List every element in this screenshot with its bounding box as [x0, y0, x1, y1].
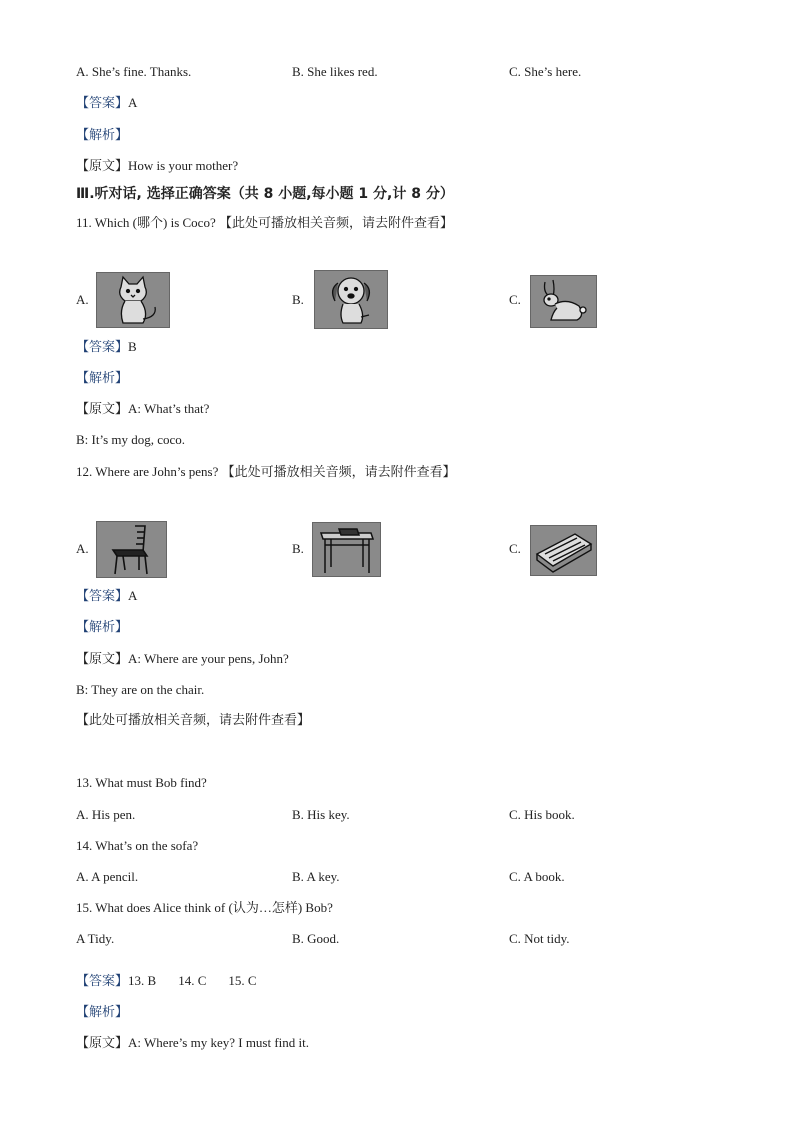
q11-option-a-label: A.: [76, 292, 89, 307]
transcript-text: A: Where are your pens, John?: [128, 651, 289, 666]
transcript-tag: 【原文】: [76, 652, 129, 667]
section-title: Ⅲ.听对话, 选择正确答案（共 8 小题,每小题 1 分,计 8 分）: [76, 186, 454, 202]
q14-stem: 14. What’s on the sofa?: [76, 838, 199, 853]
q14-option-a: A. A pencil.: [76, 869, 139, 884]
desk-picture-icon: [312, 522, 381, 577]
q12-transcript-line: [76, 651, 289, 668]
analysis-tag: 【解析】: [76, 371, 129, 386]
transcript-tag: 【原文】: [76, 1036, 129, 1051]
transcript-text: How is your mother?: [128, 158, 239, 173]
q12-answer-line: [76, 588, 137, 605]
q11-option-b-label: B.: [292, 292, 304, 307]
answer-value: A: [128, 95, 138, 110]
analysis-tag: 【解析】: [76, 128, 129, 143]
q13-option-b: B. His key.: [292, 807, 350, 822]
q13-stem: 13. What must Bob find?: [76, 775, 207, 790]
q12-stem-line: [76, 464, 456, 481]
answer-value-13: 13. B: [128, 973, 157, 988]
q11-analysis-line: [76, 370, 128, 387]
q15-option-c: C. Not tidy.: [509, 931, 570, 946]
transcript-text: A: What’s that?: [128, 401, 210, 416]
answer-tag: 【答案】: [76, 589, 129, 604]
q14-option-b: B. A key.: [292, 869, 340, 884]
q11-transcript-line: [76, 401, 209, 418]
prev-analysis-line: [76, 127, 128, 144]
answer-value: B: [128, 339, 137, 354]
q15-option-b: B. Good.: [292, 931, 340, 946]
prev-transcript-line: [76, 158, 238, 175]
audio-note-link[interactable]: 【此处可播放相关音频，请去附件查看】: [76, 713, 311, 728]
q11-transcript-line-2: B: It’s my dog, coco.: [76, 432, 186, 447]
q11-answer-line: [76, 339, 137, 356]
answer-value: A: [128, 588, 138, 603]
dog-picture-icon: [314, 270, 388, 329]
q11-stem: 11. Which (哪个) is Coco?: [76, 215, 219, 230]
q11-audio-note[interactable]: 【此处可播放相关音频，请去附件查看】: [218, 216, 453, 231]
q12-option-c-label: C.: [509, 541, 521, 556]
prev-option-c: C. She’s here.: [509, 64, 582, 79]
answer-value-14: 14. C: [178, 973, 207, 988]
analysis-tag: 【解析】: [76, 620, 129, 635]
final-answer-line: [76, 973, 257, 990]
q13-option-c: C. His book.: [509, 807, 575, 822]
q12-audio-note[interactable]: 【此处可播放相关音频，请去附件查看】: [221, 465, 456, 480]
answer-tag: 【答案】: [76, 340, 129, 355]
q11-option-c-label: C.: [509, 292, 521, 307]
answer-value-15: 15. C: [228, 973, 257, 988]
q12-option-b-label: B.: [292, 541, 304, 556]
cat-picture-icon: [96, 272, 170, 328]
final-transcript-line: [76, 1035, 309, 1052]
prev-option-b: B. She likes red.: [292, 64, 378, 79]
transcript-text: A: Where’s my key? I must find it.: [128, 1035, 310, 1050]
answer-tag: 【答案】: [76, 974, 129, 989]
q14-option-c: C. A book.: [509, 869, 565, 884]
q15-option-a: A Tidy.: [76, 931, 115, 946]
q12-option-a-label: A.: [76, 541, 89, 556]
final-analysis-line: [76, 1004, 128, 1021]
chair-picture-icon: [96, 521, 167, 578]
analysis-tag: 【解析】: [76, 1005, 129, 1020]
prev-option-a: A. She’s fine. Thanks.: [76, 64, 192, 79]
rabbit-picture-icon: [530, 275, 597, 328]
q12-stem: 12. Where are John’s pens?: [76, 464, 222, 479]
transcript-tag: 【原文】: [76, 402, 129, 417]
q15-stem: 15. What does Alice think of (认为…怎样) Bob?: [76, 900, 333, 915]
q12-transcript-line-2: B: They are on the chair.: [76, 682, 205, 697]
q13-option-a: A. His pen.: [76, 807, 136, 822]
pencil-case-picture-icon: [530, 525, 597, 576]
q12-analysis-line: [76, 619, 128, 636]
q11-stem-line: [76, 215, 453, 232]
transcript-tag: 【原文】: [76, 159, 129, 174]
answer-tag: 【答案】: [76, 96, 129, 111]
prev-answer-line: [76, 95, 137, 112]
